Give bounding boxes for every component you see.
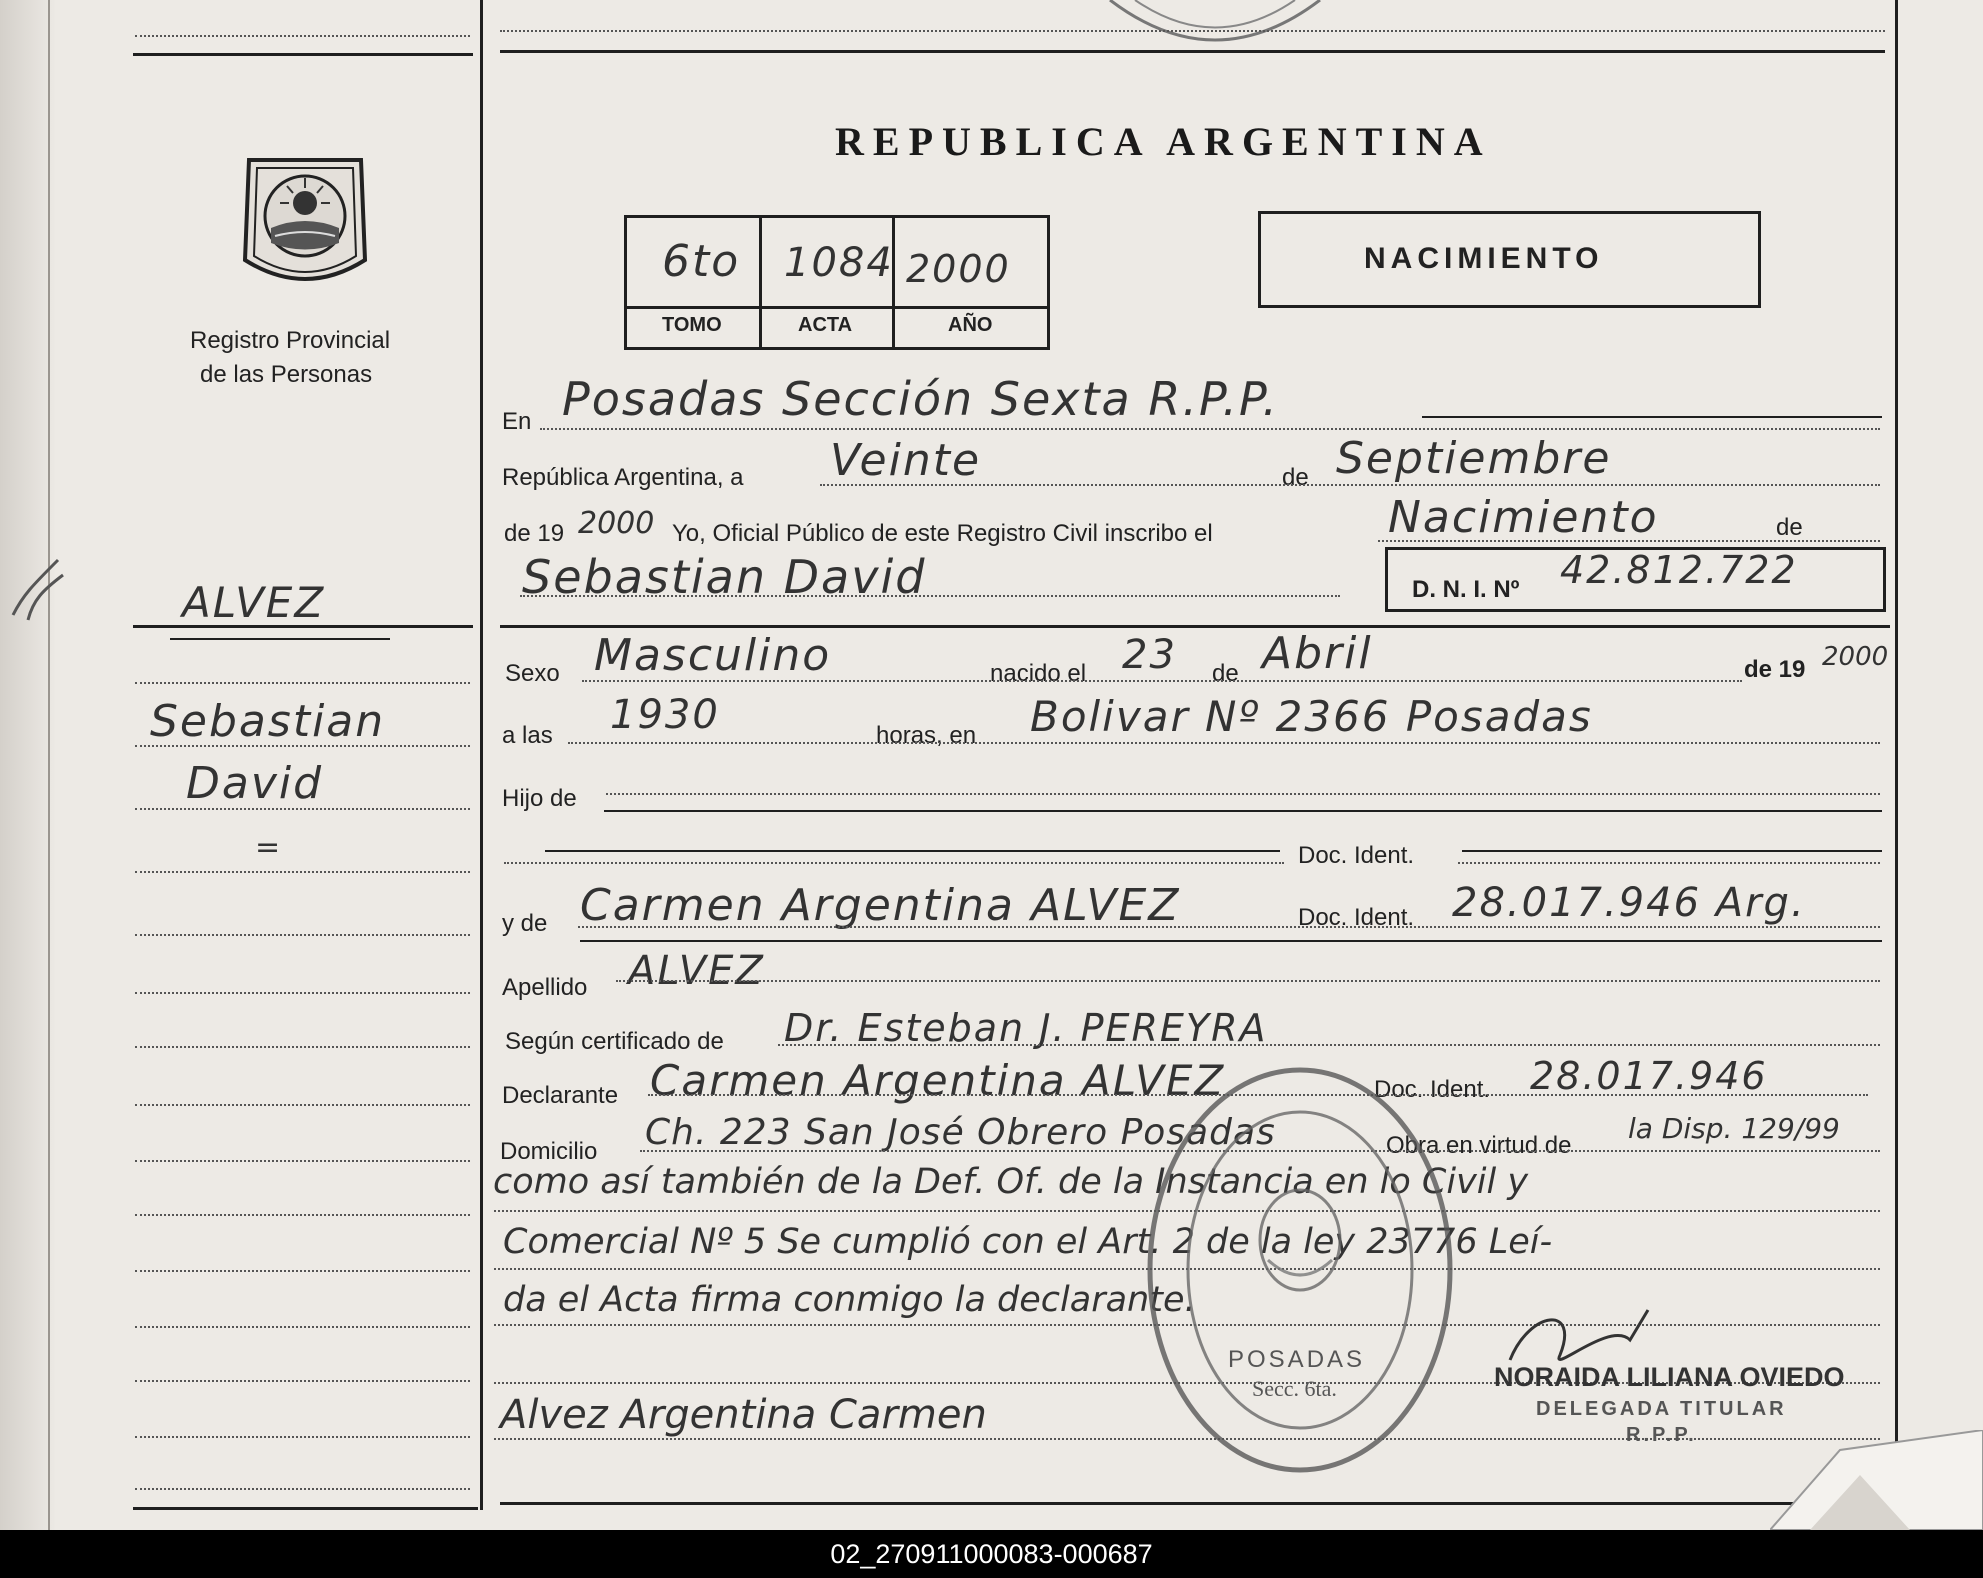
value-ano-nacimiento: 2000 [1822,642,1889,672]
line-nombre [520,595,1340,597]
label-dni: D. N. I. Nº [1412,576,1520,603]
ano-label: AÑO [948,314,993,336]
registry-line-2: de las Personas [200,361,373,388]
folded-corner [1770,1430,1983,1530]
margin-line [135,1488,470,1490]
value-ano-inscripcion: 2000 [578,506,655,541]
ano-value: 2000 [906,247,1011,291]
margin-line [135,1270,470,1272]
line-republica [820,484,1880,486]
margin-nombre-2: David [186,758,324,809]
stamp-center-2: Secc. 6ta. [1252,1376,1337,1401]
official-name: NORAIDA LILIANA OVIEDO [1494,1362,1845,1392]
acta-label: ACTA [798,314,853,336]
value-doc-declarante: 28.017.946 [1530,1054,1768,1098]
bottom-rule-right [500,1502,1895,1505]
label-doc-ident-declarante: Doc. Ident. [1374,1076,1491,1103]
value-declarante: Carmen Argentina ALVEZ [650,1056,1226,1105]
tomo-value: 6to [662,236,741,287]
label-de-19-b: de 19 [1744,656,1806,683]
top-rule-left [133,53,473,56]
image-id-footer: 02_270911000083-000687 [0,1530,1983,1578]
line-a-las [568,742,1880,744]
label-domicilio: Domicilio [500,1138,598,1165]
note-line-2: Comercial Nº 5 Se cumplió con el Art. 2 de la ley 23776 Leí- [503,1222,1553,1262]
value-sexo: Masculino [594,630,832,681]
value-lugar-nacimiento: Bolivar Nº 2366 Posadas [1030,692,1593,741]
margin-line [135,1046,470,1048]
margin-rule-1b [170,638,390,640]
margin-line [135,992,470,994]
margin-line [135,934,470,936]
label-a-las: a las [502,722,553,749]
left-edge-tear [8,555,68,625]
value-certificado: Dr. Esteban J. PEREYRA [784,1006,1268,1050]
rule-section-1 [500,625,1890,628]
line-segun [778,1044,1880,1046]
value-acto: Nacimiento [1388,492,1659,543]
label-y-de: y de [502,910,548,937]
value-dia-letras: Veinte [830,435,982,486]
paper-edge [0,0,55,1530]
label-sexo: Sexo [505,660,560,687]
document-type: NACIMIENTO [1364,242,1604,275]
official-office: R.P.P. [1626,1424,1697,1446]
stamp-center-1: POSADAS [1228,1346,1366,1373]
line-apellido [616,980,1880,982]
line-y-de [578,926,1880,928]
page-title: REPUBLICA ARGENTINA [835,119,1492,164]
line-en [540,428,1880,430]
label-nacido-el: nacido el [990,660,1087,687]
label-hijo-de: Hijo de [502,785,577,812]
value-obra-en-virtud: la Disp. 129/99 [1628,1112,1840,1145]
column-divider [480,0,483,1510]
line-yo [1378,540,1880,542]
margin-line [135,808,470,810]
acta-value: 1084 [784,240,894,286]
record-box-label-rule [624,306,1048,309]
label-segun: Según certificado de [505,1028,724,1055]
line-sexo [582,680,1742,682]
margin-nombre-1: Sebastian [150,696,386,747]
rule-en-end [1422,416,1882,418]
bottom-rule-left [133,1507,478,1510]
value-nombre: Sebastian David [522,550,927,604]
margin-line [135,1160,470,1162]
declarant-signature: Alvez Argentina Carmen [500,1392,987,1438]
value-mes: Septiembre [1336,433,1612,484]
rule-padre [545,850,1280,852]
label-doc-ident-madre: Doc. Ident. [1298,904,1415,931]
label-yo-oficial: Yo, Oficial Público de este Registro Civil inscribo el [672,520,1213,547]
note-line-3: da el Acta firma conmigo la declarante. [503,1280,1196,1320]
margin-line [135,871,470,873]
label-horas-en: horas, en [876,722,977,749]
registry-line-1: Registro Provincial [190,327,391,354]
margin-line [135,1326,470,1328]
record-box-divider-1 [759,215,762,347]
value-doc-madre: 28.017.946 Arg. [1452,880,1806,926]
right-border [1895,0,1898,1490]
official-round-stamp [1140,1060,1460,1480]
value-dni: 42.812.722 [1560,548,1798,592]
margin-apellido: ALVEZ [182,578,326,627]
rule-section-2 [580,940,1882,942]
label-de-1: de [1282,464,1309,491]
label-declarante: Declarante [502,1082,619,1109]
label-apellido: Apellido [502,974,588,1001]
value-domicilio: Ch. 223 San José Obrero Posadas [645,1112,1276,1153]
rule-hijo-1 [604,810,1882,812]
line-padre [504,862,1284,864]
label-en: En [502,408,532,435]
left-fold-line [48,0,50,1530]
top-dots-left [135,35,470,37]
rule-doc-padre [1462,850,1882,852]
margin-line [135,1214,470,1216]
value-madre: Carmen Argentina ALVEZ [580,880,1181,931]
margin-line [135,1380,470,1382]
label-doc-ident-padre: Doc. Ident. [1298,842,1415,869]
label-obra-en-virtud: Obra en virtud de [1386,1132,1572,1159]
top-dots-right [500,30,1885,32]
value-dia-nacimiento: 23 [1122,632,1177,678]
note-line-1: como así también de la Def. Of. de la Instancia en lo Civil y [493,1162,1529,1202]
label-republica-a: República Argentina, a [502,464,744,491]
margin-equal: = [255,830,283,865]
margin-line [135,1104,470,1106]
margin-line [135,682,470,684]
tomo-label: TOMO [662,314,722,336]
value-apellido: ALVEZ [628,948,765,994]
value-mes-nacimiento: Abril [1262,628,1373,679]
label-de-2: de [1776,514,1803,541]
line-hijo-1 [606,793,1880,795]
misiones-coat-of-arms [235,148,375,298]
value-hora: 1930 [610,692,720,738]
margin-rule-1 [133,625,473,628]
value-lugar: Posadas Sección Sexta R.P.P. [562,372,1280,426]
line-doc-padre [1458,862,1880,864]
margin-line [135,1436,470,1438]
label-de-19: de 19 [504,520,565,547]
top-rule-right [500,50,1885,53]
label-de-3: de [1212,660,1239,687]
official-title: DELEGADA TITULAR [1536,1398,1787,1420]
margin-line [135,745,470,747]
